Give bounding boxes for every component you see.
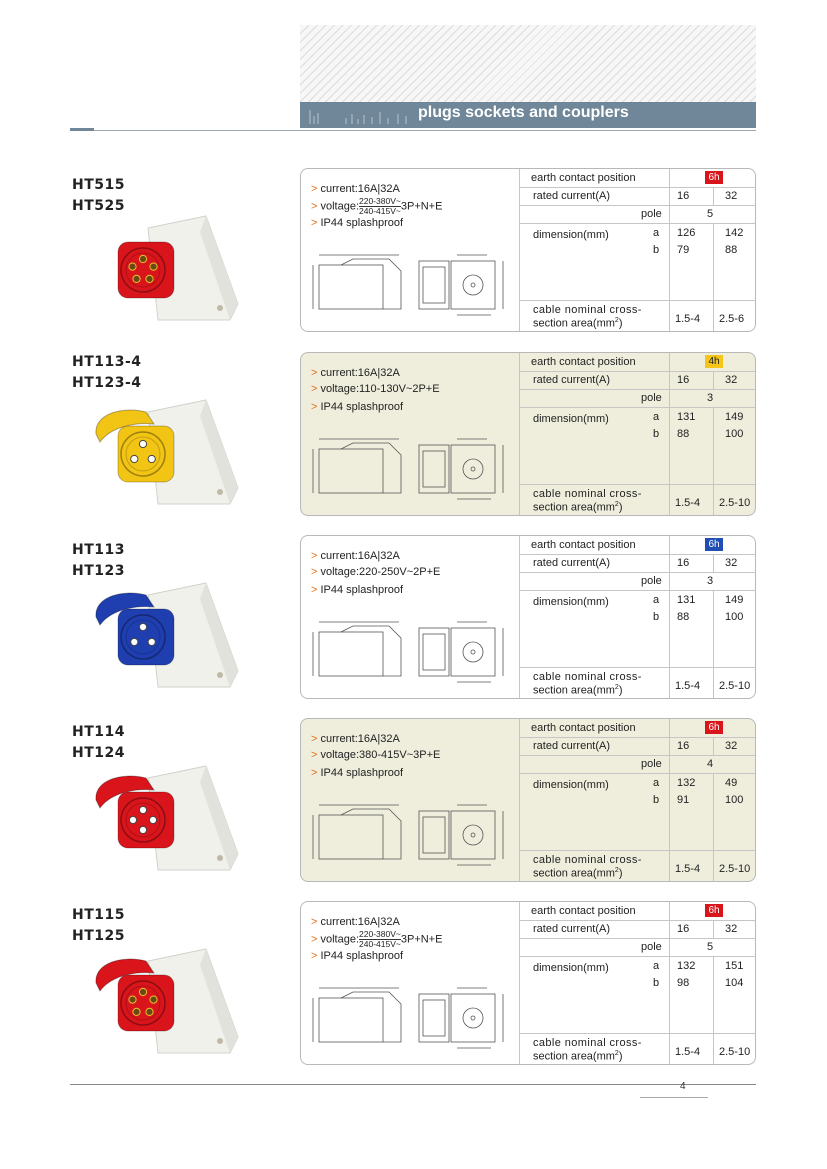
dimension-drawing <box>311 435 519 509</box>
cable-area-32: 2.5-10 <box>719 863 751 875</box>
rated-current-16: 16 <box>677 923 690 935</box>
product-model-secondary: HT125 <box>72 928 125 944</box>
feature-current <box>311 548 400 565</box>
spec-rule <box>519 850 756 851</box>
cable-label-line2 <box>533 1050 623 1063</box>
rated-current-32: 32 <box>725 190 738 202</box>
feature-current <box>311 365 400 382</box>
pole-value: 4 <box>707 758 714 770</box>
spec-divider-right <box>713 737 714 755</box>
spec-divider-right <box>713 371 714 389</box>
earth-position-badge: 6h <box>705 904 723 917</box>
dimension-drawing <box>311 801 519 875</box>
feature-protection-text: IP44 splashproof <box>320 767 404 779</box>
voltage-fraction-top: 220-380V~ <box>359 196 401 206</box>
spec-divider-mid <box>669 169 670 332</box>
cable-label-line1: cable nominal cross- <box>533 671 642 683</box>
cable-label-line2 <box>533 684 623 697</box>
header-rule-accent <box>70 128 94 131</box>
feature-protection-text: IP44 splashproof <box>320 950 404 962</box>
product-model-primary: HT515 <box>72 177 125 193</box>
spec-divider-right <box>713 554 714 572</box>
earth-label: earth contact position <box>531 905 636 917</box>
spec-divider-mid <box>669 902 670 1065</box>
feature-bullet-icon: > <box>311 401 318 413</box>
spec-rule <box>519 371 756 372</box>
product-photo <box>88 758 248 878</box>
pole-label: pole <box>641 941 662 953</box>
spec-rule <box>519 407 756 408</box>
header-decoration <box>306 104 414 126</box>
cable-unit-close: ) <box>618 501 623 514</box>
dimension-b-label: b <box>653 611 660 623</box>
spec-table <box>519 902 756 1065</box>
dimension-a-label: a <box>653 594 660 606</box>
spec-rule <box>519 956 756 957</box>
product-spec-panel <box>300 168 756 332</box>
feature-voltage <box>311 930 442 949</box>
dimension-b-32: 104 <box>725 977 744 989</box>
cable-area-16: 1.5-4 <box>675 680 701 692</box>
spec-rule <box>519 205 756 206</box>
spec-table <box>519 719 756 882</box>
spec-divider-mid <box>669 353 670 516</box>
pole-value: 5 <box>707 941 714 953</box>
dimension-a-label: a <box>653 411 660 423</box>
feature-voltage <box>311 381 440 398</box>
dimension-b-label: b <box>653 794 660 806</box>
spec-rule <box>519 938 756 939</box>
earth-label: earth contact position <box>531 356 636 368</box>
cable-area-16: 1.5-4 <box>675 1046 701 1058</box>
spec-divider-right-lower <box>713 590 714 699</box>
product-spec-panel <box>300 718 756 882</box>
dimension-b-32: 100 <box>725 611 744 623</box>
spec-table <box>519 536 756 699</box>
cable-label-line2-text: section area(mm <box>533 501 615 514</box>
feature-bullet-icon: > <box>311 550 318 562</box>
dimension-a-32: 149 <box>725 411 744 423</box>
feature-current-text: current:16A|32A <box>320 367 400 379</box>
product-model-secondary: HT124 <box>72 745 125 761</box>
cable-label-line2-text: section area(mm <box>533 867 615 880</box>
dimension-b-label: b <box>653 977 660 989</box>
spec-divider-left <box>519 353 520 516</box>
dimension-a-32: 151 <box>725 960 744 972</box>
cable-unit-superscript: 2 <box>614 867 619 874</box>
dimension-a-16: 126 <box>677 227 696 239</box>
dimension-b-16: 88 <box>677 428 690 440</box>
spec-rule <box>519 187 756 188</box>
dimension-a-16: 131 <box>677 411 696 423</box>
cable-label-line1: cable nominal cross- <box>533 1037 642 1049</box>
feature-current-text: current:16A|32A <box>320 550 400 562</box>
voltage-fraction-bottom: 240-415V~ <box>359 206 401 216</box>
cable-unit-close: ) <box>618 1050 623 1063</box>
spec-rule <box>519 755 756 756</box>
spec-divider-right-lower <box>713 407 714 516</box>
pole-label: pole <box>641 392 662 404</box>
product-model-secondary: HT123 <box>72 563 125 579</box>
pole-label: pole <box>641 208 662 220</box>
voltage-fraction <box>359 930 401 949</box>
dimension-drawing <box>311 984 519 1058</box>
footer-rule <box>70 1084 756 1085</box>
cable-unit-close: ) <box>618 684 623 697</box>
rated-current-32: 32 <box>725 740 738 752</box>
spec-divider-left <box>519 536 520 699</box>
spec-divider-mid <box>669 536 670 699</box>
dimension-label: dimension(mm) <box>533 413 609 425</box>
dimension-label: dimension(mm) <box>533 779 609 791</box>
feature-bullet-icon: > <box>311 767 318 779</box>
cable-label-line2 <box>533 867 623 880</box>
dimension-b-32: 100 <box>725 794 744 806</box>
cable-area-32: 2.5-10 <box>719 497 751 509</box>
feature-voltage-suffix: 3P+N+E <box>400 200 443 213</box>
earth-position-badge: 4h <box>705 355 723 368</box>
dimension-a-16: 132 <box>677 777 696 789</box>
spec-rule <box>519 590 756 591</box>
cable-unit-superscript: 2 <box>614 684 619 691</box>
product-spec-panel <box>300 352 756 516</box>
dimension-b-16: 79 <box>677 244 690 256</box>
spec-rule <box>519 554 756 555</box>
pole-value: 3 <box>707 392 714 404</box>
voltage-fraction-bottom: 240-415V~ <box>359 939 401 949</box>
footer-rule-short <box>640 1097 708 1098</box>
product-model-secondary: HT525 <box>72 198 125 214</box>
header-rule <box>70 130 756 131</box>
earth-label: earth contact position <box>531 722 636 734</box>
dimension-label: dimension(mm) <box>533 596 609 608</box>
page-number: 4 <box>680 1081 686 1092</box>
spec-rule <box>519 300 756 301</box>
dimension-a-32: 49 <box>725 777 738 789</box>
cable-label-line2 <box>533 501 623 514</box>
spec-rule <box>519 572 756 573</box>
feature-protection-text: IP44 splashproof <box>320 217 404 229</box>
dimension-a-label: a <box>653 960 660 972</box>
dimension-b-16: 98 <box>677 977 690 989</box>
feature-voltage <box>311 197 442 216</box>
dimension-label: dimension(mm) <box>533 229 609 241</box>
pole-value: 5 <box>707 208 714 220</box>
feature-bullet-icon: > <box>311 200 318 213</box>
spec-divider-mid <box>669 719 670 882</box>
cable-area-16: 1.5-4 <box>675 497 701 509</box>
spec-rule <box>519 737 756 738</box>
product-photo <box>88 208 248 328</box>
cable-area-32: 2.5-10 <box>719 680 751 692</box>
cable-area-16: 1.5-4 <box>675 863 701 875</box>
dimension-drawing <box>311 618 519 692</box>
feature-bullet-icon: > <box>311 933 318 946</box>
dimension-label: dimension(mm) <box>533 962 609 974</box>
feature-voltage-text: voltage:220-250V~2P+E <box>320 566 441 578</box>
rated-current-32: 32 <box>725 557 738 569</box>
feature-protection <box>311 948 403 965</box>
pole-value: 3 <box>707 575 714 587</box>
feature-bullet-icon: > <box>311 584 318 596</box>
dimension-a-16: 132 <box>677 960 696 972</box>
rated-current-32: 32 <box>725 923 738 935</box>
product-model-primary: HT113 <box>72 542 125 558</box>
cable-area-32: 2.5-6 <box>719 313 745 325</box>
feature-voltage-text: voltage:380-415V~3P+E <box>320 749 441 761</box>
earth-label: earth contact position <box>531 172 636 184</box>
rated-current-16: 16 <box>677 374 690 386</box>
spec-rule <box>519 223 756 224</box>
feature-bullet-icon: > <box>311 749 318 761</box>
dimension-a-32: 142 <box>725 227 744 239</box>
earth-position-badge: 6h <box>705 538 723 551</box>
feature-voltage <box>311 564 440 581</box>
cable-unit-superscript: 2 <box>614 1050 619 1057</box>
product-photo <box>88 392 248 512</box>
product-spec-panel <box>300 535 756 699</box>
feature-voltage-text: voltage:110-130V~2P+E <box>320 383 440 395</box>
feature-voltage-prefix: voltage: <box>320 933 360 946</box>
product-photo <box>88 941 248 1061</box>
feature-current-text: current:16A|32A <box>320 183 400 195</box>
feature-voltage <box>311 747 440 764</box>
product-spec-panel <box>300 901 756 1065</box>
spec-divider-right-lower <box>713 223 714 332</box>
cable-label-line1: cable nominal cross- <box>533 488 642 500</box>
voltage-fraction-top: 220-380V~ <box>359 929 401 939</box>
dimension-a-label: a <box>653 227 660 239</box>
earth-position-badge: 6h <box>705 721 723 734</box>
rated-current-32: 32 <box>725 374 738 386</box>
feature-current-text: current:16A|32A <box>320 733 400 745</box>
cable-label-line2 <box>533 317 623 330</box>
feature-bullet-icon: > <box>311 217 318 229</box>
feature-bullet-icon: > <box>311 183 318 195</box>
cable-unit-close: ) <box>618 317 623 330</box>
spec-divider-right-lower <box>713 773 714 882</box>
dimension-a-label: a <box>653 777 660 789</box>
spec-rule <box>519 667 756 668</box>
spec-divider-left <box>519 719 520 882</box>
spec-divider-right-lower <box>713 956 714 1065</box>
page-title: plugs sockets and couplers <box>418 104 629 121</box>
cable-unit-superscript: 2 <box>614 501 619 508</box>
feature-bullet-icon: > <box>311 916 318 928</box>
product-model-secondary: HT123-4 <box>72 375 142 391</box>
feature-current-text: current:16A|32A <box>320 916 400 928</box>
earth-label: earth contact position <box>531 539 636 551</box>
dimension-a-32: 149 <box>725 594 744 606</box>
feature-protection-text: IP44 splashproof <box>320 584 404 596</box>
voltage-fraction <box>359 197 401 216</box>
spec-divider-left <box>519 902 520 1065</box>
feature-bullet-icon: > <box>311 566 318 578</box>
feature-protection <box>311 399 403 416</box>
dimension-b-16: 88 <box>677 611 690 623</box>
feature-bullet-icon: > <box>311 367 318 379</box>
pole-label: pole <box>641 575 662 587</box>
cable-area-32: 2.5-10 <box>719 1046 751 1058</box>
spec-rule <box>519 389 756 390</box>
feature-protection <box>311 215 403 232</box>
feature-protection <box>311 582 403 599</box>
dimension-b-16: 91 <box>677 794 690 806</box>
rated-current-16: 16 <box>677 557 690 569</box>
cable-label-line1: cable nominal cross- <box>533 304 642 316</box>
feature-bullet-icon: > <box>311 950 318 962</box>
cable-label-line2-text: section area(mm <box>533 317 615 330</box>
rated-current-label: rated current(A) <box>533 190 611 202</box>
product-photo <box>88 575 248 695</box>
feature-voltage-suffix: 3P+N+E <box>400 933 443 946</box>
feature-protection-text: IP44 splashproof <box>320 401 404 413</box>
spec-rule <box>519 773 756 774</box>
cable-label-line2-text: section area(mm <box>533 1050 615 1063</box>
feature-current <box>311 731 400 748</box>
spec-divider-left <box>519 169 520 332</box>
dimension-b-32: 100 <box>725 428 744 440</box>
rated-current-label: rated current(A) <box>533 374 611 386</box>
cable-unit-superscript: 2 <box>614 317 619 324</box>
rated-current-label: rated current(A) <box>533 740 611 752</box>
rated-current-label: rated current(A) <box>533 923 611 935</box>
spec-rule <box>519 920 756 921</box>
spec-divider-right <box>713 920 714 938</box>
dimension-drawing <box>311 251 519 325</box>
rated-current-16: 16 <box>677 190 690 202</box>
cable-label-line1: cable nominal cross- <box>533 854 642 866</box>
cable-label-line2-text: section area(mm <box>533 684 615 697</box>
rated-current-label: rated current(A) <box>533 557 611 569</box>
feature-bullet-icon: > <box>311 733 318 745</box>
spec-rule <box>519 484 756 485</box>
rated-current-16: 16 <box>677 740 690 752</box>
feature-bullet-icon: > <box>311 383 318 395</box>
spec-table <box>519 169 756 332</box>
dimension-a-16: 131 <box>677 594 696 606</box>
feature-voltage-prefix: voltage: <box>320 200 360 213</box>
product-model-primary: HT114 <box>72 724 125 740</box>
product-model-primary: HT113-4 <box>72 354 142 370</box>
spec-table <box>519 353 756 516</box>
spec-rule <box>519 1033 756 1034</box>
header-hatch-banner <box>300 25 756 102</box>
cable-area-16: 1.5-4 <box>675 313 701 325</box>
feature-protection <box>311 765 403 782</box>
dimension-b-label: b <box>653 428 660 440</box>
pole-label: pole <box>641 758 662 770</box>
earth-position-badge: 6h <box>705 171 723 184</box>
dimension-b-label: b <box>653 244 660 256</box>
dimension-b-32: 88 <box>725 244 738 256</box>
cable-unit-close: ) <box>618 867 623 880</box>
product-model-primary: HT115 <box>72 907 125 923</box>
spec-divider-right <box>713 187 714 205</box>
